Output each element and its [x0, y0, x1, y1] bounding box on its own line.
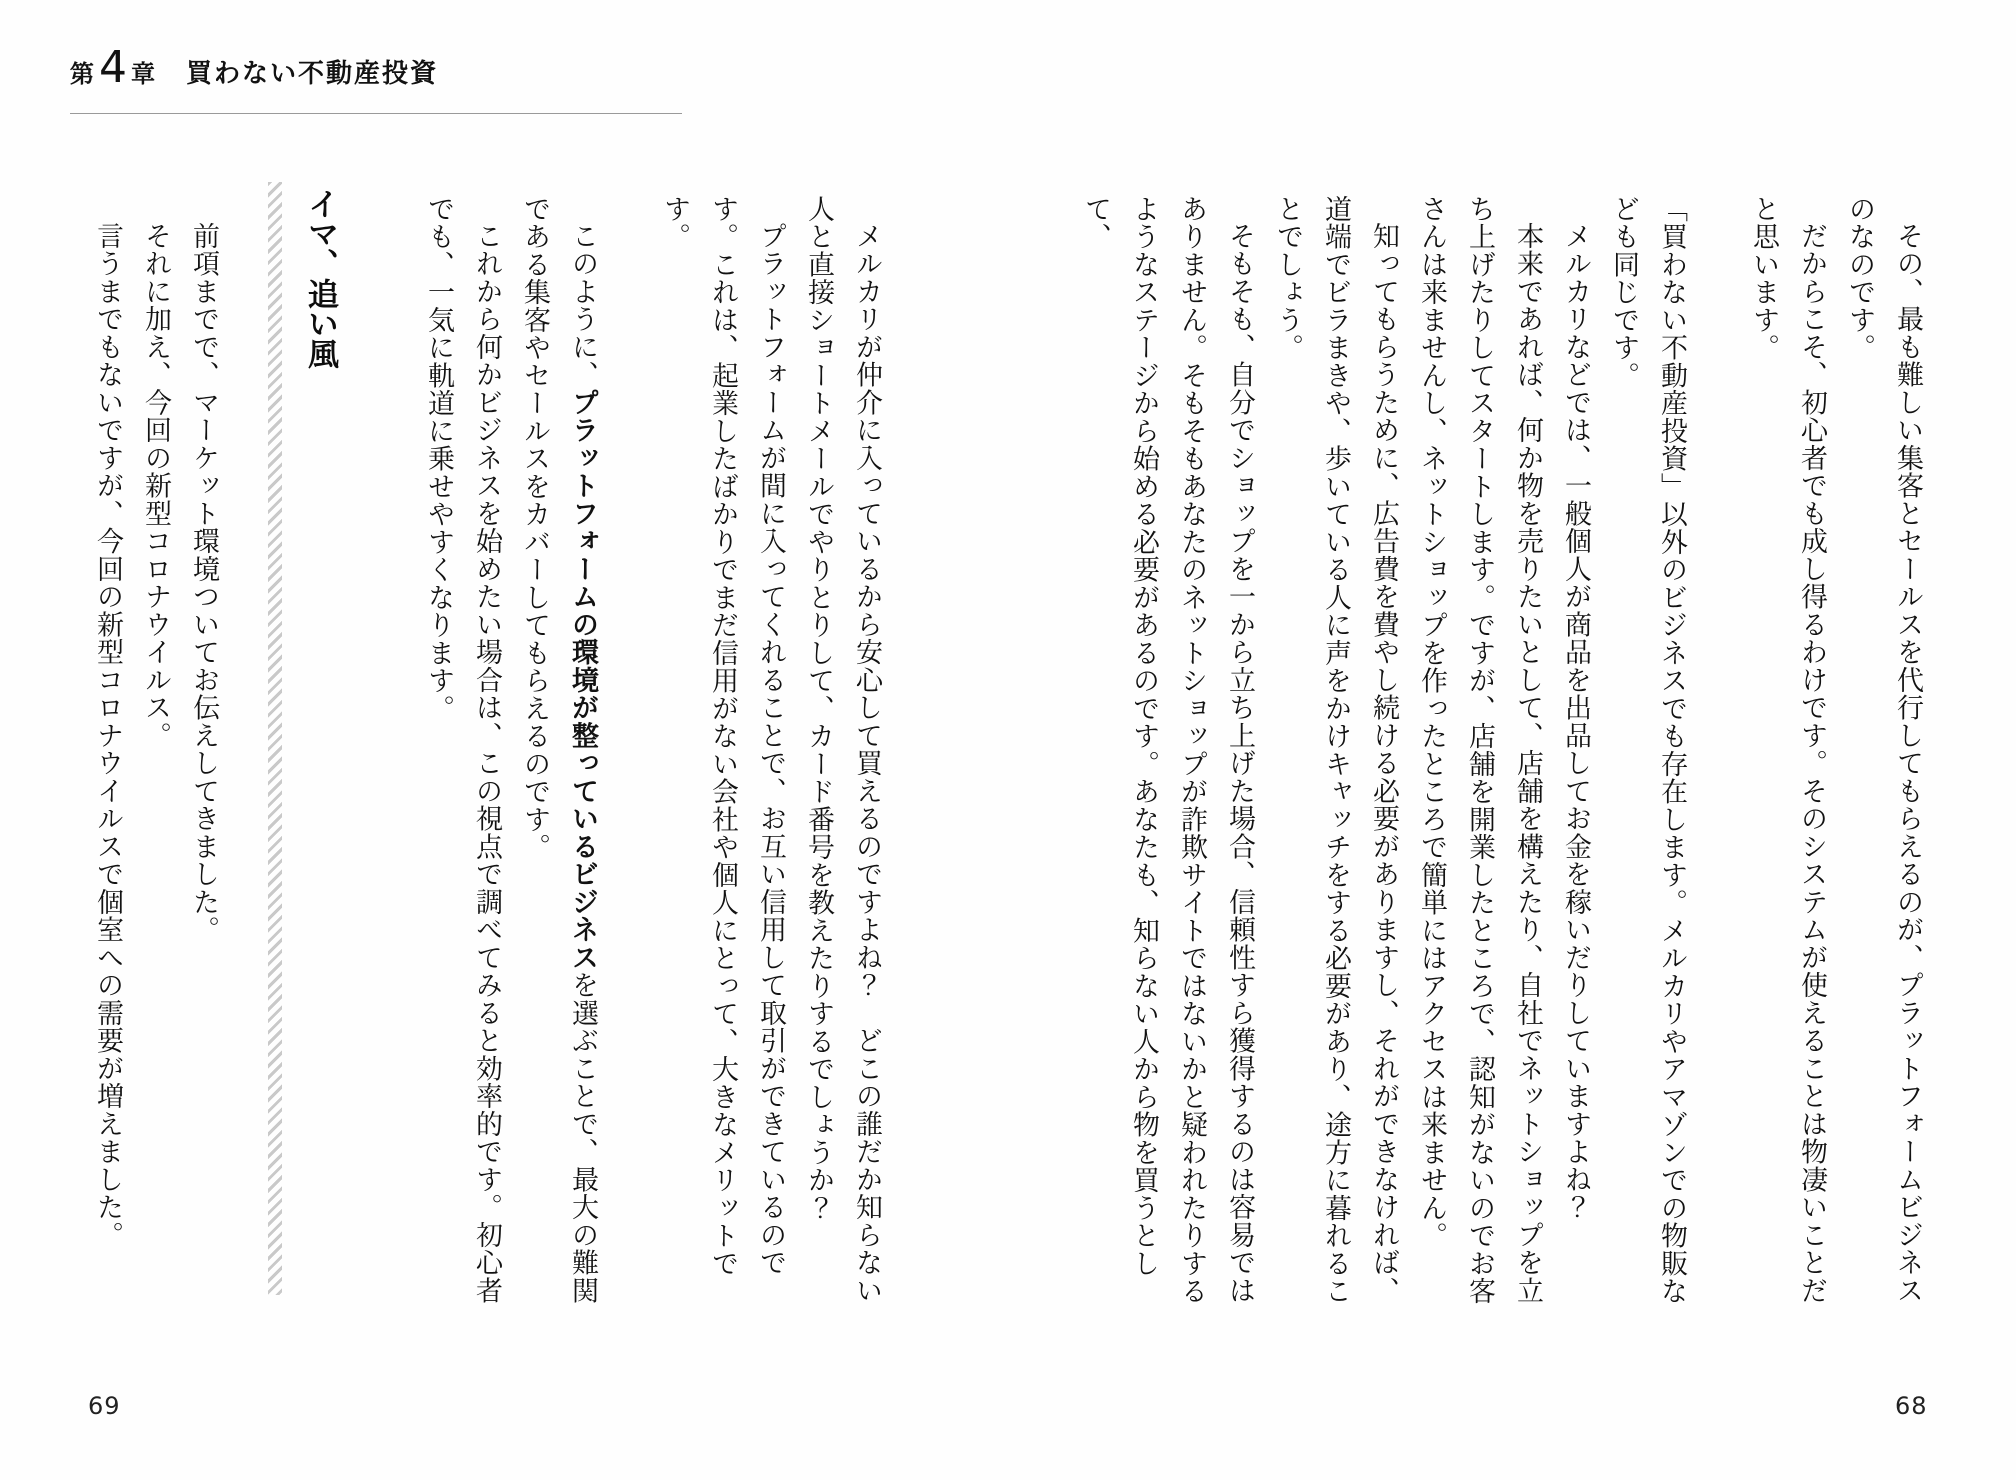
text-run: 知ってもらうために、広告費を費やし続ける必要がありますし、それができなければ、道端でビラまきや、歩いている人に声をかけキャッチをする必要があり、途方に暮れることでしょう。 — [1272, 195, 1399, 1305]
text-run: 言うまでもないですが、今回の新型コロナウイルスで個室への需要が増えました。 — [92, 222, 123, 1249]
paragraph — [1551, 195, 1599, 1307]
chapter-suffix: 章 — [131, 60, 156, 88]
text-run: その、最も難しい集客とセールスを代行してもらえるのが、プラットフォームビジネスのなのです。 — [1844, 195, 1923, 1305]
chapter-prefix: 第 — [70, 60, 95, 88]
paragraph — [794, 195, 890, 1307]
paragraph — [83, 195, 131, 1307]
paragraph — [1599, 195, 1695, 1307]
paragraph — [414, 195, 510, 1307]
chapter-header — [70, 42, 439, 93]
paragraph — [510, 195, 606, 1307]
section-heading: イマ、追い風 — [302, 188, 339, 368]
text-run: これから何かビジネスを始めたい場合は、この視点で調べてみると効率的です。初心者でも、一気に軌道に乗せやすくなります。 — [423, 195, 502, 1305]
chapter-title: 買わない不動産投資 — [186, 59, 439, 89]
paragraph — [131, 195, 179, 1307]
text-run: メルカリが仲介に入っているから安心して買えるのですよね？ どこの誰だか知らない人と直接ショートメールでやりとりして、カード番号を教えたりするでしょうか？ — [803, 195, 882, 1305]
text-run: プラットフォームが間に入ってくれることで、お互い信用して取引ができているのです。これは、起業したばかりでまだ信用がない会社や個人にとって、大きなメリットです。 — [659, 195, 786, 1278]
text-run: メルカリなどでは、一般個人が商品を出品してお金を稼いだりしていますよね？ — [1560, 222, 1591, 1221]
text-run: このように、 — [567, 222, 598, 389]
hatch-bar — [268, 182, 282, 1295]
left-page-text-lower — [83, 195, 227, 1307]
page-number-right: 68 — [1895, 1392, 1928, 1420]
text-run: そもそも、自分でショップを一から立ち上げた場合、信頼性すら獲得するのは容易ではありません。そもそもあなたのネットショップが詐欺サイトではないかと疑われたりするようなステージから始める必要があるのです。あなたも、知らない人から物を買うとして、 — [1080, 195, 1255, 1305]
paragraph — [1739, 195, 1835, 1307]
text-run: それに加え、今回の新型コロナウイルス。 — [140, 222, 171, 750]
text-run: 本来であれば、何か物を売りたいとして、店舗を構えたり、自社でネットショップを立ち上げたりしてスタートします。ですが、店舗を開業したところで、認知がないのでお客さんは来ませんし、ネットショップを作ったところで簡単にはアクセスは来ません。 — [1416, 195, 1543, 1305]
text-run: を選ぶことで、最大の難関である集客やセールスをカバーしてもらえるのです。 — [519, 195, 598, 1305]
text-run: だからこそ、初心者でも成し得るわけです。そのシステムが使えることは物凄いことだと思います。 — [1748, 195, 1827, 1305]
page-number-left: 69 — [88, 1392, 121, 1420]
paragraph — [650, 195, 794, 1307]
chapter-number: 4 — [99, 42, 127, 93]
left-page-text-upper — [414, 195, 890, 1307]
text-run: 前項までで、マーケット環境ついてお伝えしてきました。 — [188, 222, 219, 944]
paragraph — [1071, 195, 1263, 1307]
paragraph — [1407, 195, 1551, 1307]
paragraph — [179, 195, 227, 1307]
paragraph — [1263, 195, 1407, 1307]
right-page-text — [1071, 195, 1931, 1307]
header-rule — [70, 113, 682, 114]
text-run: 「買わない不動産投資」以外のビジネスでも存在します。メルカリやアマゾンでの物販なども同じです。 — [1608, 195, 1687, 1305]
paragraph — [1835, 195, 1931, 1307]
bold-emphasis: プラットフォームの環境が整っているビジネス — [567, 388, 598, 972]
